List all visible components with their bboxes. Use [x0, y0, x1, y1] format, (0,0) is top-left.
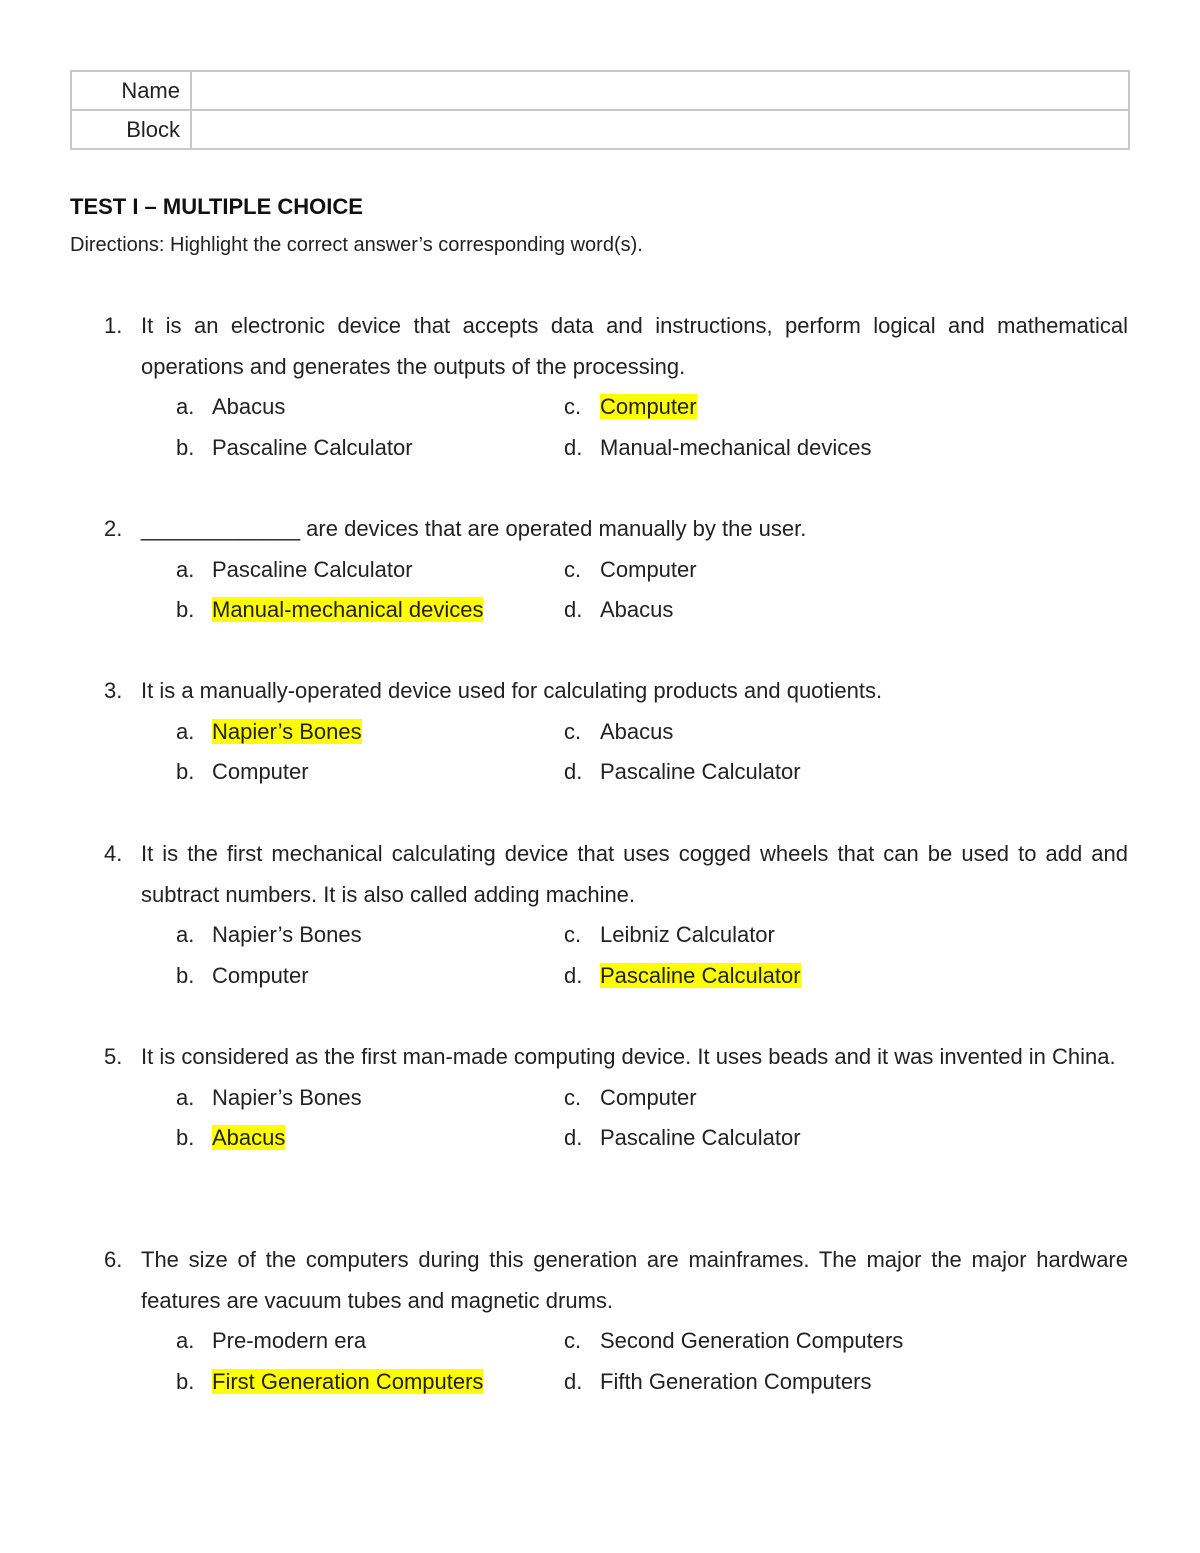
- question-number: 2.: [104, 516, 123, 541]
- choice-text: Abacus: [212, 394, 286, 419]
- choice-c[interactable]: c. Second Generation Computers: [564, 1328, 904, 1353]
- question-text: _____________ are devices that are operated manually by the user.: [141, 516, 807, 541]
- question-text: It is considered as the first man-made computing device. It uses beads and it was invented in China.: [141, 1044, 1116, 1069]
- choice-b[interactable]: b. Computer: [176, 759, 309, 784]
- question-stem: [104, 671, 1128, 712]
- choice-text: Napier’s Bones: [212, 1084, 362, 1110]
- choice-a[interactable]: a. Pre-modern era: [176, 1328, 367, 1353]
- question-5: [104, 1037, 1128, 1159]
- choice-text: Computer: [212, 759, 309, 784]
- choice-text: Abacus: [600, 718, 674, 744]
- choice-c[interactable]: c. Computer: [564, 556, 697, 582]
- choice-text-highlighted: Napier’s Bones: [212, 718, 362, 744]
- directions-text: Directions: Highlight the correct answer’s corresponding word(s).: [70, 234, 643, 256]
- question-text: It is an electronic device that accepts data and instructions, perform logical and mathematical operations and generates the outputs of the processing.: [141, 313, 1128, 379]
- choices: [104, 915, 1128, 996]
- student-info-table: [70, 70, 1130, 150]
- question-stem: [104, 1240, 1128, 1321]
- choice-text: Manual-mechanical devices: [600, 434, 872, 460]
- name-label: Name: [71, 71, 191, 110]
- choices: [104, 712, 1128, 793]
- name-field[interactable]: [191, 71, 1129, 110]
- choices: [104, 1078, 1128, 1159]
- name-row: [71, 71, 1129, 110]
- choice-d[interactable]: d. Pascaline Calculator: [564, 1125, 801, 1150]
- choice-text: Computer: [600, 1084, 697, 1110]
- question-number: 4.: [104, 841, 123, 866]
- question-number: 5.: [104, 1044, 123, 1069]
- choice-a[interactable]: a. Napier’s Bones: [176, 1084, 362, 1110]
- choice-b[interactable]: b. First Generation Computers: [176, 1368, 484, 1394]
- choices: [104, 550, 1128, 631]
- test-title: TEST I – MULTIPLE CHOICE: [70, 194, 363, 219]
- choice-c[interactable]: c. Computer: [564, 394, 697, 419]
- choice-text: Leibniz Calculator: [600, 922, 775, 947]
- choice-text: Napier’s Bones: [212, 922, 362, 947]
- question-6: [104, 1240, 1128, 1402]
- choices: [104, 1321, 1128, 1402]
- choices: [104, 387, 1128, 468]
- question-2: [104, 509, 1128, 631]
- question-stem: [104, 834, 1128, 915]
- choice-text: Pascaline Calculator: [212, 434, 413, 460]
- question-stem: [104, 509, 1128, 550]
- choice-b[interactable]: b. Abacus: [176, 1125, 286, 1150]
- question-number: 3.: [104, 678, 123, 703]
- question-3: [104, 671, 1128, 793]
- choice-b[interactable]: b. Computer: [176, 962, 309, 988]
- choice-d[interactable]: d. Pascaline Calculator: [564, 962, 801, 988]
- block-field[interactable]: [191, 110, 1129, 149]
- block-label: Block: [71, 110, 191, 149]
- question-text: It is a manually-operated device used for calculating products and quotients.: [141, 678, 883, 703]
- question-1: [104, 306, 1128, 468]
- choice-text-highlighted: Abacus: [212, 1125, 286, 1150]
- choice-text: Pre-modern era: [212, 1328, 367, 1353]
- question-text: It is the first mechanical calculating device that uses cogged wheels that can be used to add and subtract numbers. It is also called adding machine.: [141, 841, 1128, 907]
- choice-text: Pascaline Calculator: [600, 1125, 801, 1150]
- choice-text-highlighted: Manual-mechanical devices: [212, 597, 484, 622]
- choice-a[interactable]: a. Abacus: [176, 394, 286, 419]
- choice-text-highlighted: First Generation Computers: [212, 1368, 484, 1394]
- choice-a[interactable]: a. Pascaline Calculator: [176, 556, 413, 582]
- choice-text-highlighted: Pascaline Calculator: [600, 962, 801, 988]
- question-number: 6.: [104, 1247, 123, 1272]
- choice-d[interactable]: d. Pascaline Calculator: [564, 759, 801, 784]
- choice-c[interactable]: c. Leibniz Calculator: [564, 922, 775, 947]
- choice-c[interactable]: c. Abacus: [564, 718, 674, 744]
- choice-b[interactable]: b. Manual-mechanical devices: [176, 597, 484, 622]
- question-stem: [104, 1037, 1128, 1078]
- choice-b[interactable]: b. Pascaline Calculator: [176, 434, 413, 460]
- choice-text-highlighted: Computer: [600, 394, 697, 419]
- choice-d[interactable]: d. Manual-mechanical devices: [564, 434, 872, 460]
- question-text: The size of the computers during this generation are mainframes. The major the major hardware features are vacuum tubes and magnetic drums.: [141, 1247, 1128, 1313]
- choice-c[interactable]: c. Computer: [564, 1084, 697, 1110]
- choice-d[interactable]: d. Abacus: [564, 597, 674, 622]
- choice-text: Pascaline Calculator: [212, 556, 413, 582]
- choice-text: Fifth Generation Computers: [600, 1368, 872, 1394]
- choice-text: Pascaline Calculator: [600, 759, 801, 784]
- question-stem: [104, 306, 1128, 387]
- choice-text: Abacus: [600, 597, 674, 622]
- choice-text: Computer: [212, 962, 309, 988]
- choice-d[interactable]: d. Fifth Generation Computers: [564, 1368, 872, 1394]
- choice-a[interactable]: a. Napier’s Bones: [176, 922, 362, 947]
- question-4: [104, 834, 1128, 996]
- choice-text: Computer: [600, 556, 697, 582]
- question-number: 1.: [104, 313, 123, 338]
- choice-a[interactable]: a. Napier’s Bones: [176, 718, 362, 744]
- block-row: [71, 110, 1129, 149]
- choice-text: Second Generation Computers: [600, 1328, 904, 1353]
